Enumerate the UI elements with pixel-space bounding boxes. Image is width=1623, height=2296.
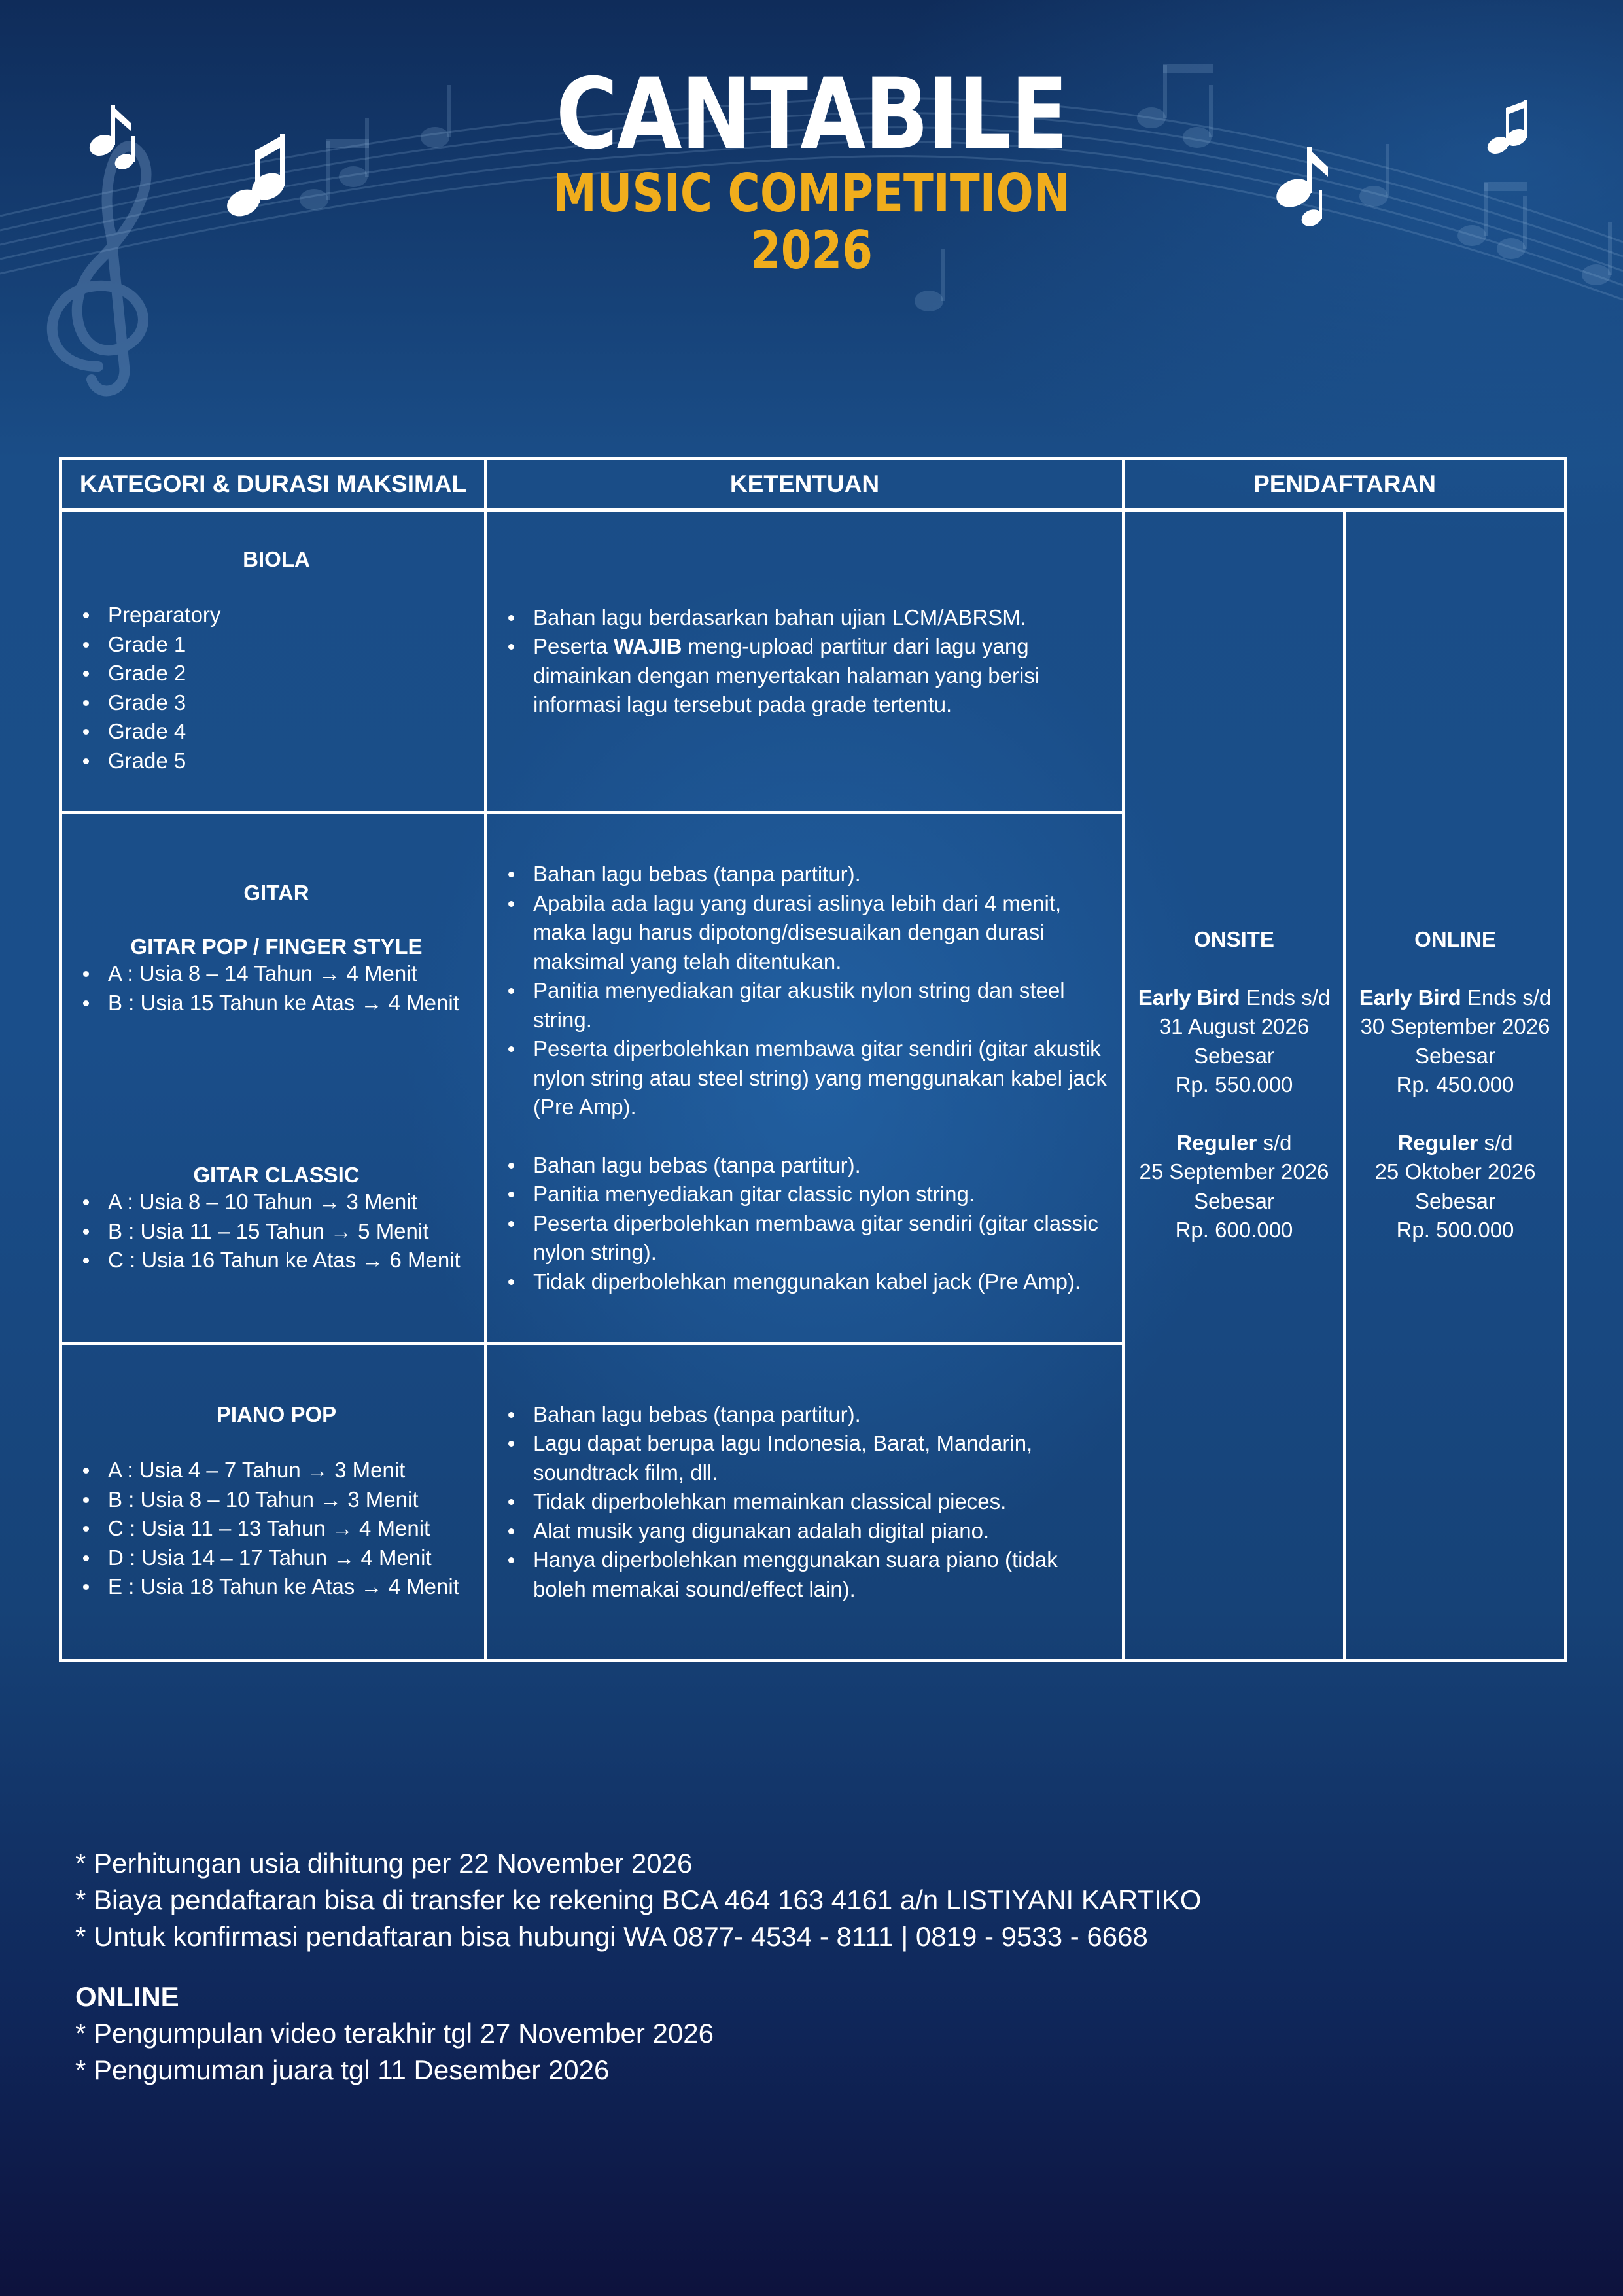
- rules-cell-gitar: [486, 813, 1124, 1344]
- rules-list-gitar-pop: [500, 860, 1115, 1122]
- list-item: Tidak diperbolehkan menggunakan kabel jack (Pre Amp).: [533, 1267, 1115, 1297]
- early-bird-label: Early Bird: [1359, 985, 1461, 1010]
- rules-cell-piano: [486, 1344, 1124, 1661]
- category-subtitle-gitar-classic: GITAR CLASSIC: [193, 1163, 360, 1188]
- list-item: D : Usia 14 – 17 Tahun → 4 Menit: [108, 1544, 478, 1573]
- onsite-early-price: Rp. 550.000: [1175, 1072, 1293, 1097]
- reguler-text: s/d: [1478, 1130, 1513, 1155]
- category-title-piano: PIANO POP: [216, 1402, 337, 1427]
- category-title-biola: BIOLA: [243, 547, 310, 571]
- header-pendaftaran: PENDAFTARAN: [1124, 459, 1566, 510]
- list-item: Apabila ada lagu yang durasi aslinya lebih dari 4 menit, maka lagu harus dipotong/disesuaikan dengan durasi maksimal yang telah ditentukan.: [533, 889, 1115, 977]
- reguler-text: s/d: [1257, 1130, 1292, 1155]
- list-item: Panitia menyediakan gitar akustik nylon string dan steel string.: [533, 976, 1115, 1034]
- list-item: E : Usia 18 Tahun ke Atas → 4 Menit: [108, 1572, 478, 1602]
- competition-subtitle: MUSIC COMPETITION: [552, 163, 1071, 224]
- registration-online-cell: [1345, 510, 1566, 1661]
- list-item: Bahan lagu bebas (tanpa partitur).: [533, 860, 1115, 889]
- list-item: Peserta diperbolehkan membawa gitar sendiri (gitar akustik nylon string atau steel string) yang menggunakan kabel jack (Pre Amp).: [533, 1034, 1115, 1122]
- note-line: * Perhitungan usia dihitung per 22 November 2026: [75, 1848, 693, 1879]
- category-title-gitar: GITAR: [243, 881, 309, 906]
- list-item: C : Usia 16 Tahun ke Atas → 6 Menit: [108, 1246, 478, 1275]
- category-cell-piano: [61, 1344, 486, 1661]
- online-early-sebesar: Sebesar: [1415, 1043, 1495, 1068]
- early-bird-text: Ends s/d: [1461, 985, 1552, 1010]
- category-cell-gitar: [61, 813, 486, 1344]
- rules-list-gitar-classic: [500, 1151, 1115, 1297]
- onsite-early-sebesar: Sebesar: [1194, 1043, 1274, 1068]
- category-list-gitar-classic: [75, 1188, 478, 1275]
- category-list-piano: [75, 1456, 478, 1602]
- online-early-date: 30 September 2026: [1360, 1014, 1550, 1039]
- rules-table: [59, 457, 1567, 1662]
- rule-text: meng-upload partitur dari lagu yang dimainkan dengan menyertakan halaman yang berisi informasi lagu tersebut pada grade tertentu.: [533, 634, 1040, 716]
- category-list-biola: [75, 601, 478, 775]
- list-item: Grade 2: [108, 659, 478, 688]
- list-item: Panitia menyediakan gitar classic nylon string.: [533, 1180, 1115, 1209]
- reguler-label: Reguler: [1397, 1130, 1478, 1155]
- online-reg-sebesar: Sebesar: [1415, 1188, 1495, 1213]
- rules-table-wrapper: [59, 457, 1564, 1662]
- online-reg-date: 25 Oktober 2026: [1374, 1159, 1536, 1184]
- list-item: [533, 632, 1115, 720]
- online-reguler: [1353, 1129, 1558, 1158]
- onsite-title: ONSITE: [1194, 927, 1274, 952]
- note-line: * Pengumpulan video terakhir tgl 27 November 2026: [75, 2018, 714, 2049]
- list-item: A : Usia 4 – 7 Tahun → 3 Menit: [108, 1456, 478, 1485]
- rule-emphasis: WAJIB: [613, 634, 682, 658]
- list-item: Grade 1: [108, 630, 478, 660]
- list-item: A : Usia 8 – 14 Tahun → 4 Menit: [108, 959, 478, 989]
- list-item: B : Usia 15 Tahun ke Atas → 4 Menit: [108, 989, 478, 1018]
- list-item: Preparatory: [108, 601, 478, 630]
- list-item: Grade 4: [108, 717, 478, 747]
- onsite-reg-price: Rp. 600.000: [1175, 1218, 1293, 1243]
- early-bird-label: Early Bird: [1138, 985, 1240, 1010]
- rule-text: Peserta: [533, 634, 614, 658]
- rules-cell-biola: [486, 510, 1124, 813]
- list-item: C : Usia 11 – 13 Tahun → 4 Menit: [108, 1514, 478, 1544]
- title-block: [0, 58, 1623, 281]
- list-item: Bahan lagu bebas (tanpa partitur).: [533, 1400, 1115, 1430]
- header-ketentuan: KETENTUAN: [486, 459, 1124, 510]
- online-title: ONLINE: [1414, 927, 1496, 952]
- category-subtitle-gitar-pop: GITAR POP / FINGER STYLE: [130, 934, 423, 959]
- table-row-biola: [61, 510, 1566, 813]
- list-item: Peserta diperbolehkan membawa gitar sendiri (gitar classic nylon string).: [533, 1209, 1115, 1267]
- registration-onsite-cell: [1124, 510, 1345, 1661]
- note-line: * Pengumuman juara tgl 11 Desember 2026: [75, 2055, 610, 2085]
- competition-title: CANTABILE: [555, 58, 1068, 171]
- list-item: Grade 3: [108, 688, 478, 718]
- online-reg-price: Rp. 500.000: [1396, 1218, 1514, 1243]
- onsite-early-bird: [1132, 983, 1336, 1013]
- onsite-reguler: [1132, 1129, 1336, 1158]
- rules-list-biola: [500, 603, 1115, 720]
- early-bird-text: Ends s/d: [1240, 985, 1331, 1010]
- online-early-price: Rp. 450.000: [1396, 1072, 1514, 1097]
- online-early-bird: [1353, 983, 1558, 1013]
- onsite-reg-sebesar: Sebesar: [1194, 1188, 1274, 1213]
- onsite-early-date: 31 August 2026: [1159, 1014, 1310, 1039]
- list-item: Lagu dapat berupa lagu Indonesia, Barat, Mandarin, soundtrack film, dll.: [533, 1429, 1115, 1487]
- list-item: Bahan lagu berdasarkan bahan ujian LCM/ABRSM.: [533, 603, 1115, 633]
- category-list-gitar-pop: [75, 959, 478, 1017]
- list-item: B : Usia 8 – 10 Tahun → 3 Menit: [108, 1485, 478, 1515]
- rules-list-piano: [500, 1400, 1115, 1604]
- note-line: * Biaya pendaftaran bisa di transfer ke rekening BCA 464 163 4161 a/n LISTIYANI KARTIKO: [75, 1884, 1202, 1915]
- reguler-label: Reguler: [1176, 1130, 1257, 1155]
- list-item: A : Usia 8 – 10 Tahun → 3 Menit: [108, 1188, 478, 1217]
- header-kategori: KATEGORI & DURASI MAKSIMAL: [61, 459, 486, 510]
- category-cell-biola: [61, 510, 486, 813]
- competition-year: 2026: [750, 220, 873, 281]
- list-item: Bahan lagu bebas (tanpa partitur).: [533, 1151, 1115, 1180]
- onsite-reg-date: 25 September 2026: [1139, 1159, 1329, 1184]
- table-header-row: [61, 459, 1566, 510]
- footer-notes: [75, 1845, 1201, 2089]
- list-item: Alat musik yang digunakan adalah digital piano.: [533, 1517, 1115, 1546]
- note-line: * Untuk konfirmasi pendaftaran bisa hubungi WA 0877- 4534 - 8111 | 0819 - 9533 - 6668: [75, 1921, 1148, 1952]
- list-item: Hanya diperbolehkan menggunakan suara piano (tidak boleh memakai sound/effect lain).: [533, 1545, 1115, 1604]
- list-item: Grade 5: [108, 747, 478, 776]
- online-notes-title: ONLINE: [75, 1981, 179, 2012]
- list-item: Tidak diperbolehkan memainkan classical pieces.: [533, 1487, 1115, 1517]
- list-item: B : Usia 11 – 15 Tahun → 5 Menit: [108, 1217, 478, 1246]
